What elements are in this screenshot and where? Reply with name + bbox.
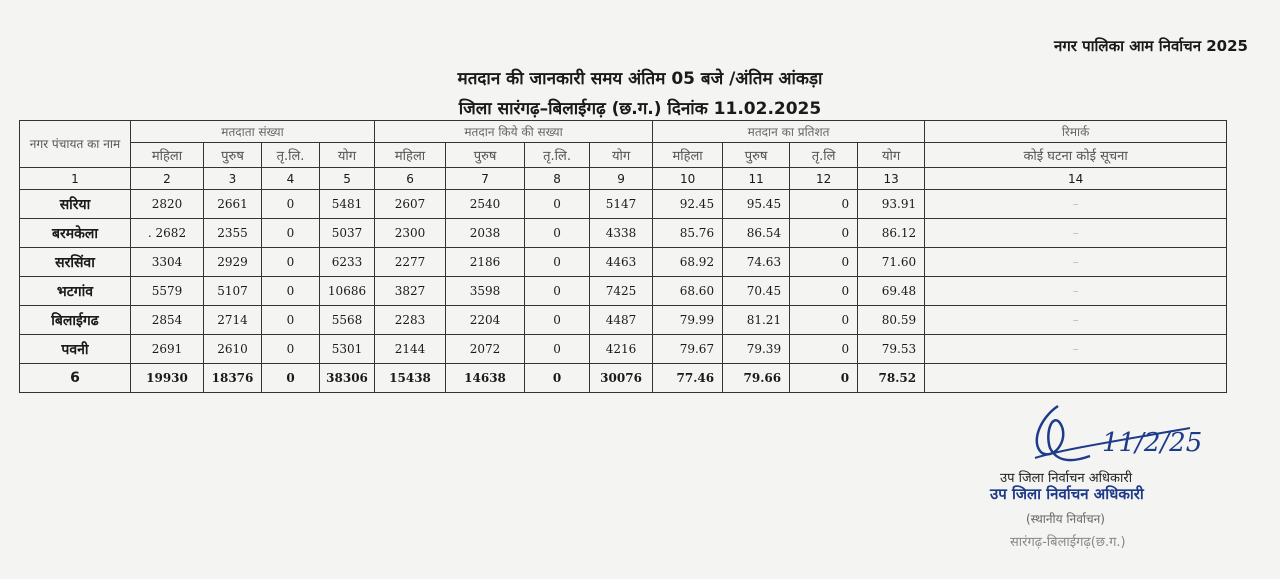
table-cell: 0 [262,219,320,248]
results-table [19,120,1227,393]
table-cell: 85.76 [653,219,723,248]
table-cell: 5037 [320,219,375,248]
table-cell: 2144 [375,335,446,364]
subheader: पुरुष [446,143,525,168]
subheader: महिला [131,143,204,168]
table-body [20,190,1227,393]
table-row [20,306,1227,335]
table-cell: 30076 [590,364,653,393]
table-cell: 5481 [320,190,375,219]
row-name: सरिया [20,190,131,219]
table-cell: 0 [525,190,590,219]
table-cell: 0 [790,219,858,248]
group-header-votes-cast: मतदान किये की सख्या [375,121,653,143]
table-cell: 6233 [320,248,375,277]
table-cell: 0 [525,306,590,335]
group-header-voters: मतदाता संख्या [131,121,375,143]
table-cell: 0 [525,219,590,248]
table-cell: 0 [262,248,320,277]
table-cell: 4216 [590,335,653,364]
table-cell: 2300 [375,219,446,248]
table-cell: 0 [262,277,320,306]
subheader: तृ.लि. [262,143,320,168]
table-cell: 5147 [590,190,653,219]
table-cell: 0 [262,364,320,393]
table-cell: 2691 [131,335,204,364]
col-number: 11 [723,168,790,190]
stamp-line-3: सारंगढ़-बिलाईगढ़(छ.ग.) [1010,535,1126,550]
table-cell: 0 [262,306,320,335]
table-cell: 0 [790,306,858,335]
subheader: पुरुष [204,143,262,168]
subheader: पुरुष [723,143,790,168]
subheader: महिला [653,143,723,168]
table-cell: 77.46 [653,364,723,393]
table-cell: 2820 [131,190,204,219]
remark-cell: – [925,248,1227,277]
col-number: 1 [20,168,131,190]
table-row [20,248,1227,277]
table-row [20,219,1227,248]
table-row [20,190,1227,219]
table-cell: 0 [790,277,858,306]
table-cell: 2929 [204,248,262,277]
col-number: 14 [925,168,1227,190]
subheader: महिला [375,143,446,168]
row-name: 6 [20,364,131,393]
table-cell: 79.39 [723,335,790,364]
table-cell: 0 [790,190,858,219]
table-cell: . 2682 [131,219,204,248]
table-cell: 4463 [590,248,653,277]
col-number: 10 [653,168,723,190]
table-cell: 2072 [446,335,525,364]
col-number: 5 [320,168,375,190]
results-table-wrapper [19,120,1226,393]
table-cell: 0 [262,190,320,219]
remark-cell: – [925,219,1227,248]
table-cell: 4338 [590,219,653,248]
table-cell: 7425 [590,277,653,306]
table-cell: 5301 [320,335,375,364]
col-number: 4 [262,168,320,190]
table-cell: 3598 [446,277,525,306]
table-cell: 10686 [320,277,375,306]
table-cell: 0 [790,335,858,364]
table-cell: 19930 [131,364,204,393]
table-cell: 68.92 [653,248,723,277]
table-cell: 5568 [320,306,375,335]
table-cell: 0 [525,364,590,393]
table-cell: 74.63 [723,248,790,277]
col-header-remark: रिमार्क [925,121,1227,143]
col-number: 9 [590,168,653,190]
subheader: योग [858,143,925,168]
subheader: तृ.लि. [525,143,590,168]
col-number: 6 [375,168,446,190]
corner-title: नगर पालिका आम निर्वाचन 2025 [1054,37,1248,55]
table-cell: 0 [525,335,590,364]
table-cell: 70.45 [723,277,790,306]
remark-cell: – [925,335,1227,364]
remark-cell: – [925,190,1227,219]
table-cell: 2540 [446,190,525,219]
table-cell: 2038 [446,219,525,248]
col-number: 2 [131,168,204,190]
table-cell: 0 [790,248,858,277]
table-cell: 18376 [204,364,262,393]
table-cell: 2714 [204,306,262,335]
signature-date: 11/2/25 [1102,428,1203,458]
stamp-line-2: (स्थानीय निर्वाचन) [1026,512,1105,526]
table-cell: 79.66 [723,364,790,393]
col-number: 8 [525,168,590,190]
row-name: बरमकेला [20,219,131,248]
col-number: 7 [446,168,525,190]
table-cell: 71.60 [858,248,925,277]
table-cell: 69.48 [858,277,925,306]
table-cell: 2186 [446,248,525,277]
page-title: मतदान की जानकारी समय अंतिम 05 बजे /अंतिम आंकड़ा [457,69,823,89]
table-cell: 2283 [375,306,446,335]
table-cell: 80.59 [858,306,925,335]
table-cell: 2204 [446,306,525,335]
subheader: योग [590,143,653,168]
table-cell: 92.45 [653,190,723,219]
table-cell: 15438 [375,364,446,393]
stamp-line-1: उप जिला निर्वाचन अधिकारी [990,485,1144,503]
table-cell: 2854 [131,306,204,335]
col-number: 12 [790,168,858,190]
table-cell: 79.67 [653,335,723,364]
page-subtitle: जिला सारंगढ़–बिलाईगढ़ (छ.ग.) दिनांक 11.02.2025 [458,99,822,119]
table-cell: 2661 [204,190,262,219]
remark-cell: – [925,306,1227,335]
table-row [20,277,1227,306]
table-cell: 0 [525,248,590,277]
signature-line-1: उप जिला निर्वाचन अधिकारी [1000,471,1133,486]
table-cell: 86.12 [858,219,925,248]
table-cell: 2607 [375,190,446,219]
col-number: 3 [204,168,262,190]
signature-block [990,398,1250,568]
table-cell: 38306 [320,364,375,393]
table-cell: 4487 [590,306,653,335]
table-cell: 95.45 [723,190,790,219]
table-cell: 0 [790,364,858,393]
table-cell: 0 [262,335,320,364]
table-cell: 5107 [204,277,262,306]
row-name: बिलाईगढ [20,306,131,335]
subheader: योग [320,143,375,168]
table-cell: 3827 [375,277,446,306]
total-row [20,364,1227,393]
remark-cell [925,364,1227,393]
table-cell: 14638 [446,364,525,393]
subheader: तृ.लि [790,143,858,168]
table-cell: 2610 [204,335,262,364]
col-header-name: नगर पंचायत का नाम [20,121,131,168]
table-row [20,335,1227,364]
group-header-percentage: मतदान का प्रतिशत [653,121,925,143]
table-cell: 81.21 [723,306,790,335]
table-cell: 5579 [131,277,204,306]
table-cell: 79.99 [653,306,723,335]
table-cell: 2355 [204,219,262,248]
remark-cell: – [925,277,1227,306]
table-cell: 93.91 [858,190,925,219]
row-name: पवनी [20,335,131,364]
table-cell: 68.60 [653,277,723,306]
row-name: भटगांव [20,277,131,306]
table-cell: 78.52 [858,364,925,393]
remark-subheader: कोई घटना कोई सूचना [925,143,1227,168]
table-cell: 2277 [375,248,446,277]
table-cell: 79.53 [858,335,925,364]
table-cell: 3304 [131,248,204,277]
table-cell: 86.54 [723,219,790,248]
row-name: सरसिंवा [20,248,131,277]
col-number: 13 [858,168,925,190]
table-cell: 0 [525,277,590,306]
